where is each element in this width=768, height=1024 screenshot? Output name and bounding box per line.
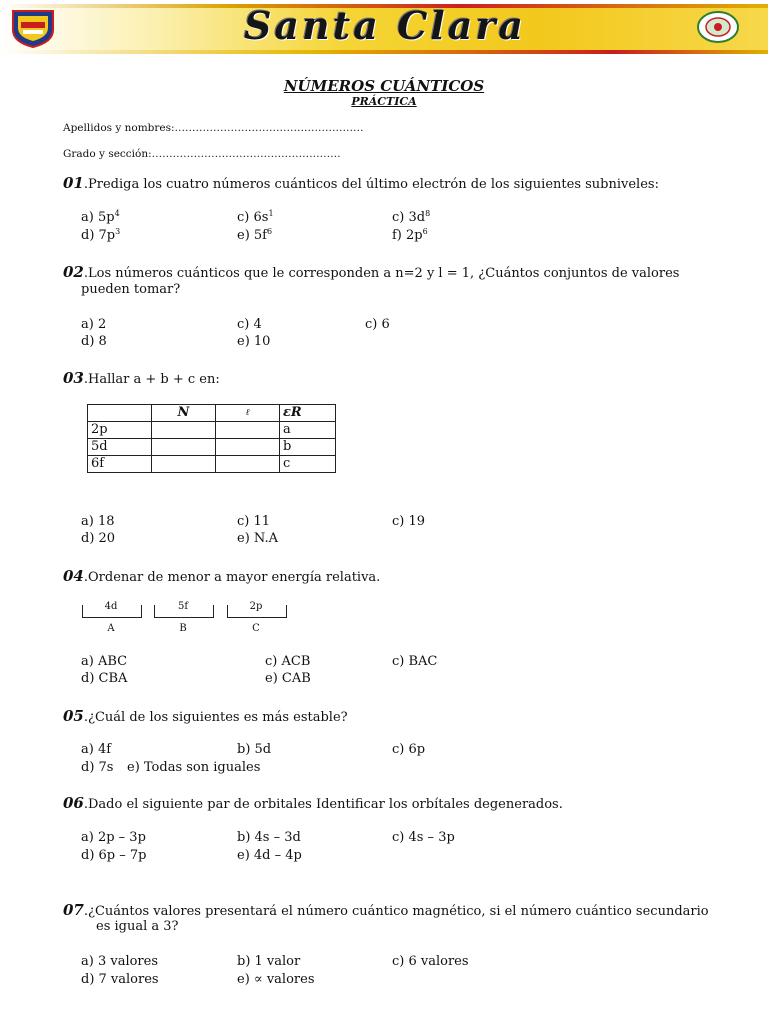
option: d) 7 valores [81,972,159,987]
option: d) 8 [81,334,107,349]
box-value: 5f [177,601,189,612]
option: e) ∝ valores [237,972,315,987]
option: a) 18 [81,514,115,529]
option: c) 11 [237,514,271,529]
energy-box [227,605,287,618]
option: f) $2p^6$ [392,227,428,243]
table-cell: 6f [88,456,152,473]
table-header-cell [88,405,152,422]
energy-box [82,605,142,618]
school-name: Santa Clara [243,3,527,48]
box-letter: A [107,623,115,634]
option: e) 10 [237,334,271,349]
table-header-cell: εR [280,405,336,422]
table-cell: 5d [88,439,152,456]
round-emblem-crest-icon [696,10,740,44]
page-title: NÚMEROS CUÁNTICOS [283,77,485,95]
question-4 [63,567,380,585]
option: c) 4 [237,317,262,332]
option: a) 2 [81,317,107,332]
grade-field: Grado y sección:……………………………………………… [63,148,341,160]
option: e) 4d – 4p [237,848,302,863]
quantum-table [87,404,336,473]
question-3 [63,369,220,387]
option: a) 2p – 3p [81,830,146,845]
table-row [88,439,336,456]
name-field: Apellidos y nombres:……………………………………………… [63,122,364,134]
option: d) 6p – 7p [81,848,147,863]
energy-box [154,605,214,618]
question-number: 01 [63,174,84,192]
option: e) Todas son iguales [127,760,261,775]
table-cell: c [280,456,336,473]
table-cell [152,456,216,473]
table-row [88,456,336,473]
question-6 [63,794,563,812]
table-cell [152,422,216,439]
question-text: .¿Cuál de los siguientes es más estable? [83,710,348,725]
option: e) CAB [265,671,311,686]
box-value: 4d [104,601,118,612]
option: c) $6s^1$ [237,209,274,225]
table-cell [152,439,216,456]
page-subtitle: PRÁCTICA [351,95,417,108]
question-7 [63,901,709,919]
option: a) 4f [81,742,112,757]
table-cell: 2p [88,422,152,439]
option: c) 6 [365,317,390,332]
option: b) 4s – 3d [237,830,301,845]
question-text-cont: es igual a 3? [96,919,179,934]
question-5 [63,707,348,725]
option: b) 1 valor [237,954,301,969]
option: d) CBA [81,671,128,686]
header-banner [0,0,768,58]
option: c) 4s – 3p [392,830,455,845]
question-number: 06 [63,794,84,812]
option: e) N.A [237,531,278,546]
option: d) 20 [81,531,116,546]
option: c) 6p [392,742,426,757]
box-letter: B [179,623,187,634]
question-1 [63,174,659,192]
question-number: 05 [63,707,84,725]
question-text: .Ordenar de menor a mayor energía relativa. [83,570,381,585]
school-shield-crest-icon [10,8,56,48]
question-2 [63,263,679,281]
box-value: 2p [249,601,263,612]
table-cell: a [280,422,336,439]
table-header-row [88,405,336,422]
table-cell: b [280,439,336,456]
question-text: .Hallar a + b + c en: [83,372,220,387]
question-text-cont: pueden tomar? [81,282,181,297]
question-number: 02 [63,263,84,281]
option: c) 6 valores [392,954,469,969]
question-text: .Los números cuánticos que le corresponden a n=2 y l = 1, ¿Cuántos conjuntos de valores [83,266,680,281]
question-number: 03 [63,369,84,387]
table-header-cell: N [152,405,216,422]
table-header-cell: ℓ [216,405,280,422]
option: a) 3 valores [81,954,159,969]
question-number: 04 [63,567,84,585]
option: a) $5p^4$ [81,209,120,225]
option: c) 19 [392,514,426,529]
table-cell [216,422,280,439]
option: d) $7p^3$ [81,227,121,243]
option: c) $3d^8$ [392,209,431,225]
option: c) ACB [265,654,311,669]
table-cell [216,439,280,456]
option: c) BAC [392,654,438,669]
box-letter: C [252,623,260,634]
question-number: 07 [63,901,84,919]
table-cell [216,456,280,473]
option: b) 5d [237,742,272,757]
question-text: .¿Cuántos valores presentará el número cuántico magnético, si el número cuántico secundario [83,904,709,919]
banner-stripe-bottom [0,50,768,54]
question-text: .Dado el siguiente par de orbitales Identificar los orbítales degenerados. [83,797,563,812]
option: e) $5f^6$ [237,227,273,243]
option: d) 7s [81,760,114,775]
question-text: .Prediga los cuatro números cuánticos del último electrón de los siguientes subniveles: [83,177,659,192]
table-row [88,422,336,439]
option: a) ABC [81,654,128,669]
